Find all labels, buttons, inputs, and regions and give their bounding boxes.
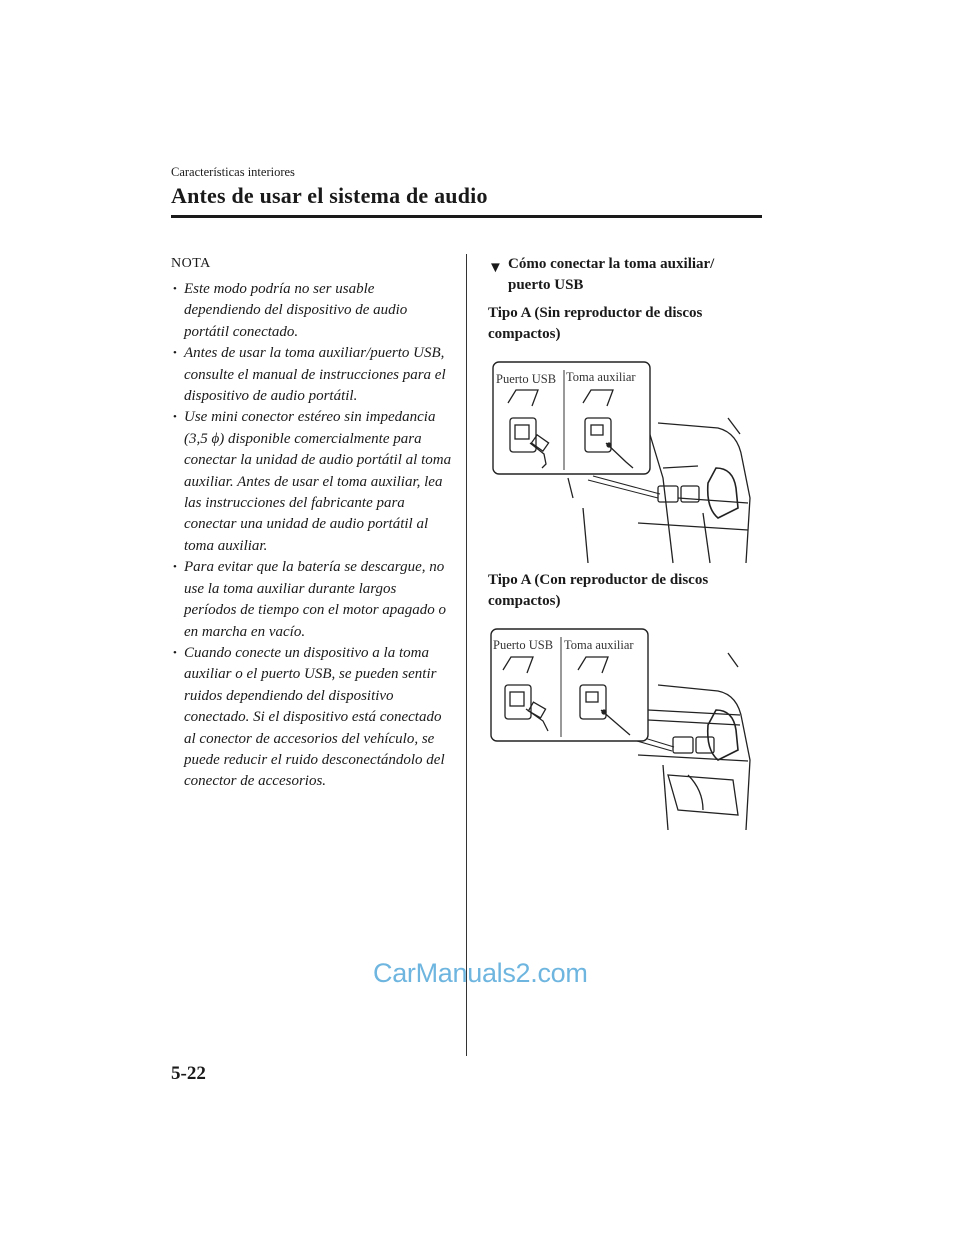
note-item: • Cuando conecte un dispositivo a la toma auxiliar o el puerto USB, se pueden sentir ruidos dependiendo del dispositivo conectado. Si el dispositivo está conectado al conector de accesorios del vehículo, se puede reducir el ruido desconectándolo del conector de accesorios.	[184, 643, 452, 793]
column-divider	[466, 254, 467, 1056]
section-heading-text: Cómo conectar la toma auxiliar/ puerto USB	[508, 256, 715, 293]
aux-jack-label: Toma auxiliar	[566, 370, 636, 384]
aux-jack-label: Toma auxiliar	[564, 638, 634, 652]
note-item: • Antes de usar la toma auxiliar/puerto USB, consulte el manual de instrucciones para el dispositivo de audio portátil.	[184, 343, 452, 407]
note-label: NOTA	[171, 256, 211, 271]
type-a-cd-label: Tipo A (Con reproductor de discos compactos)	[488, 572, 709, 609]
note-item: • Este modo podría no ser usable dependiendo del dispositivo de audio portátil conectado.	[184, 279, 452, 343]
note-item: • Use mini conector estéreo sin impedancia (3,5 ϕ) disponible comercialmente para conectar la unidad de audio portátil al toma auxiliar. Antes de usar el toma auxiliar, lea las instrucciones del fabricante para conectar una unidad de audio portátil al toma auxiliar.	[184, 407, 452, 557]
usb-port-label: Puerto USB	[496, 372, 557, 386]
triangle-marker-icon: ▼	[488, 260, 503, 276]
page-number: 5-22	[171, 1063, 206, 1084]
page-title: Antes de usar el sistema de audio	[171, 183, 488, 208]
watermark: CarManuals2.com	[373, 958, 588, 988]
note-list	[184, 279, 452, 793]
section-heading	[488, 254, 748, 296]
section-label: Características interiores	[171, 165, 295, 179]
type-a-no-cd-label: Tipo A (Sin reproductor de discos compactos)	[488, 305, 703, 342]
title-rule	[171, 215, 762, 218]
usb-port-label: Puerto USB	[493, 638, 554, 652]
console-figure-no-cd	[488, 358, 758, 568]
console-figure-cd	[488, 625, 758, 835]
note-item: • Para evitar que la batería se descargue, no use la toma auxiliar durante largos períodos de tiempo con el motor apagado o en marcha en vacío.	[184, 557, 452, 643]
